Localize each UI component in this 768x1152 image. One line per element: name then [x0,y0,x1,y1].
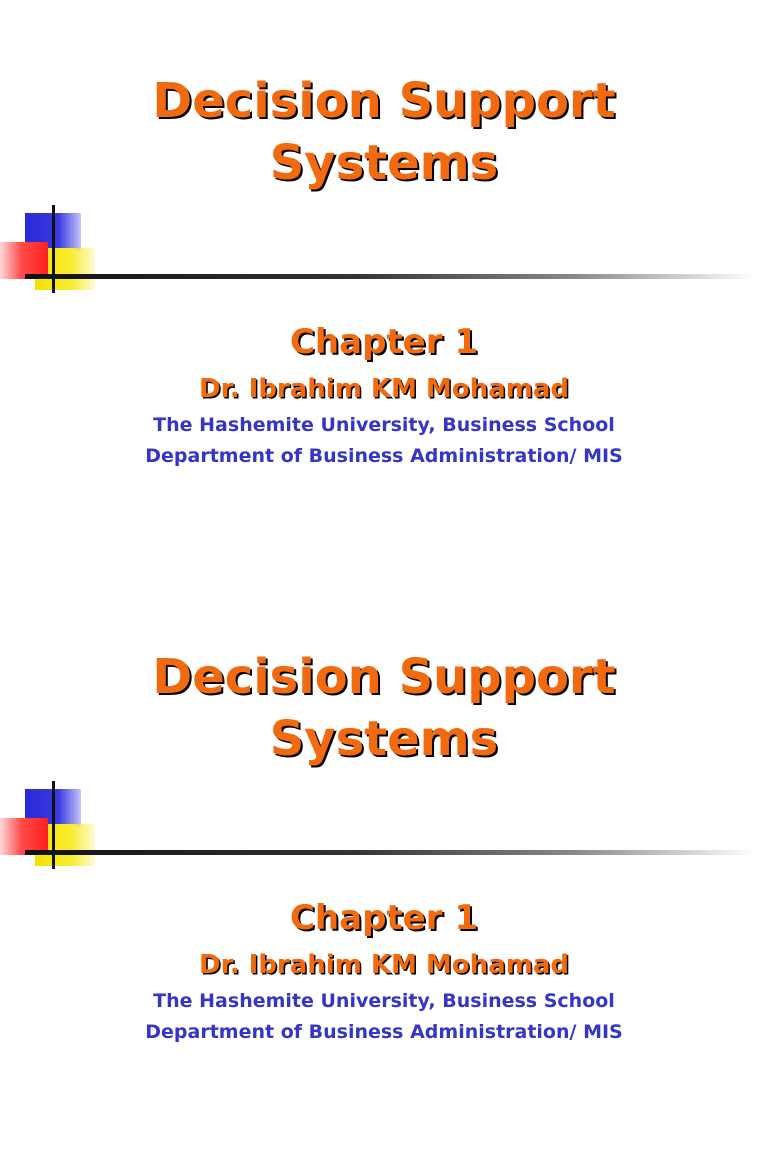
title-line-2: Systems [269,711,499,767]
title-line-1: Decision Support [152,649,616,705]
vertical-rule [52,205,55,293]
slide-title [0,70,768,194]
chapter-heading: Chapter 1 [289,898,478,938]
affiliation-university: The Hashemite University, Business School [153,414,615,436]
decorative-squares-graphic [0,205,768,295]
affiliation-department: Department of Business Administration/ MIS [145,1021,623,1043]
title-line-2: Systems [269,135,499,191]
title-line-1: Decision Support [152,73,616,129]
horizontal-rule [25,850,755,855]
author-name: Dr. Ibrahim KM Mohamad [199,950,569,980]
affiliation-university: The Hashemite University, Business School [153,990,615,1012]
chapter-heading: Chapter 1 [289,322,478,362]
vertical-rule [52,781,55,869]
slide-title [0,646,768,770]
decorative-squares-graphic [0,781,768,871]
slide-2 [0,576,768,1152]
author-name: Dr. Ibrahim KM Mohamad [199,374,569,404]
affiliation-department: Department of Business Administration/ MIS [145,445,623,467]
horizontal-rule [25,274,755,279]
